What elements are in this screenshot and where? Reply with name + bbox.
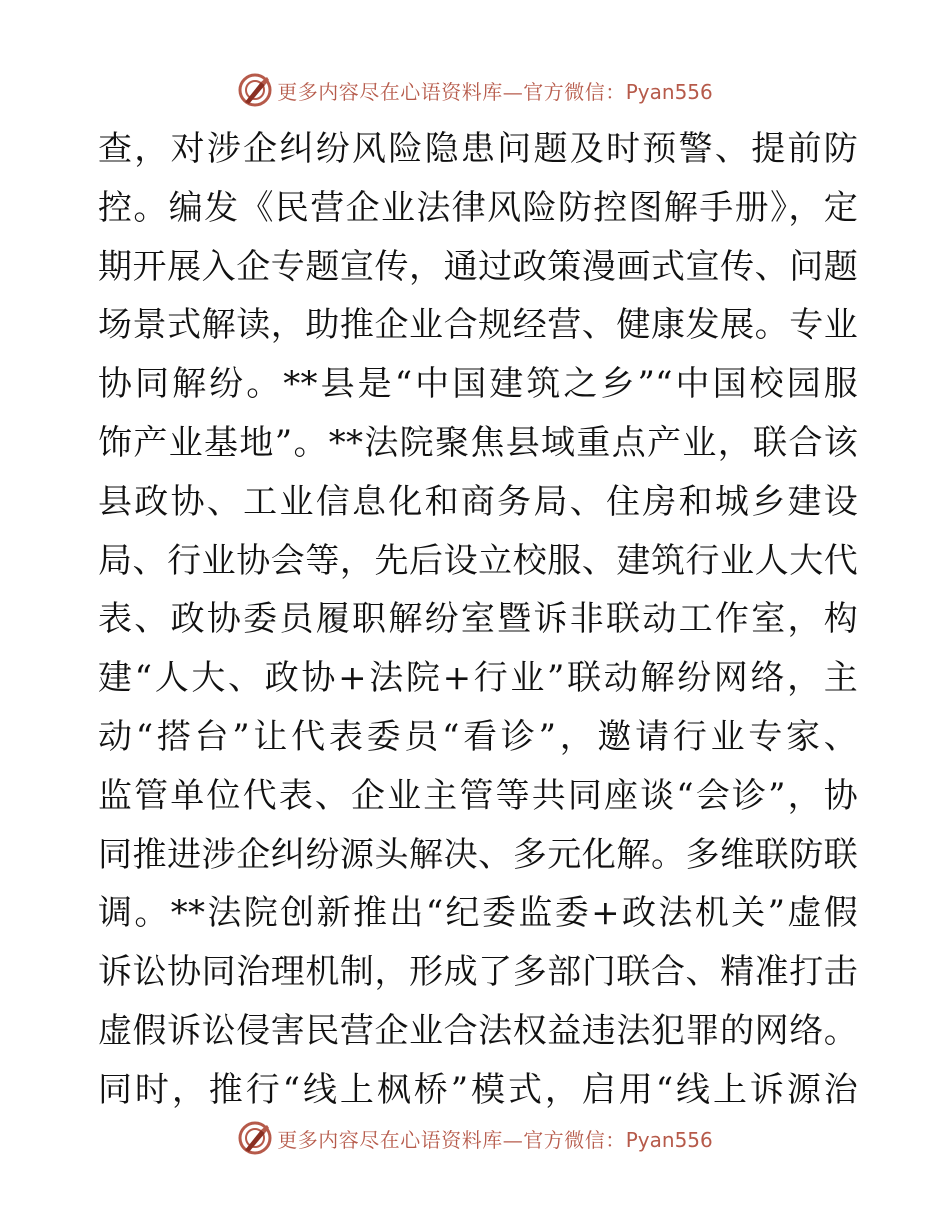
watermark-id: Pyan556 bbox=[625, 1127, 713, 1152]
document-body bbox=[98, 120, 858, 1120]
watermark-text: 更多内容尽在心语资料库—官方微信：Pyan556 bbox=[277, 1127, 713, 1152]
body-line: 期开展入企专题宣传，通过政策漫画式宣传、问题 bbox=[98, 246, 858, 287]
footer-watermark bbox=[0, 1118, 950, 1158]
body-line: 动“搭台”让代表委员“看诊”，邀请行业专家、 bbox=[98, 716, 858, 757]
watermark-text: 更多内容尽在心语资料库—官方微信：Pyan556 bbox=[277, 79, 713, 104]
body-line: 建“人大、政协+法院+行业”联动解纷网络，主 bbox=[98, 658, 858, 699]
body-line: 控。编发《民营企业法律风险防控图解手册》，定 bbox=[98, 187, 858, 228]
body-line: 协同解纷。**县是“中国建筑之乡”“中国校园服 bbox=[98, 364, 858, 405]
body-line: 调。**法院创新推出“纪委监委+政法机关”虚假 bbox=[98, 893, 858, 934]
pen-logo-icon bbox=[237, 72, 273, 108]
body-line: 局、行业协会等，先后设立校服、建筑行业人大代 bbox=[98, 540, 858, 581]
watermark-id: Pyan556 bbox=[625, 79, 713, 104]
body-line: 县政协、工业信息化和商务局、住房和城乡建设 bbox=[98, 481, 858, 522]
body-line: 同推进涉企纠纷源头解决、多元化解。多维联防联 bbox=[98, 834, 858, 875]
body-line: 饰产业基地”。**法院聚焦县域重点产业，联合该 bbox=[98, 422, 858, 463]
body-line: 监管单位代表、企业主管等共同座谈“会诊”，协 bbox=[98, 775, 858, 816]
body-line: 查，对涉企纠纷风险隐患问题及时预警、提前防 bbox=[98, 129, 858, 169]
body-line: 虚假诉讼侵害民营企业合法权益违法犯罪的网络。 bbox=[98, 1010, 858, 1051]
body-line: 表、政协委员履职解纷室暨诉非联动工作室，构 bbox=[98, 599, 858, 640]
pen-logo-icon bbox=[237, 1120, 273, 1156]
body-line: 诉讼协同治理机制，形成了多部门联合、精准打击 bbox=[98, 952, 858, 993]
body-line: 同时，推行“线上枫桥”模式，启用“线上诉源治 bbox=[98, 1069, 858, 1110]
body-line: 场景式解读，助推企业合规经营、健康发展。专业 bbox=[98, 305, 858, 346]
header-watermark bbox=[0, 70, 950, 110]
